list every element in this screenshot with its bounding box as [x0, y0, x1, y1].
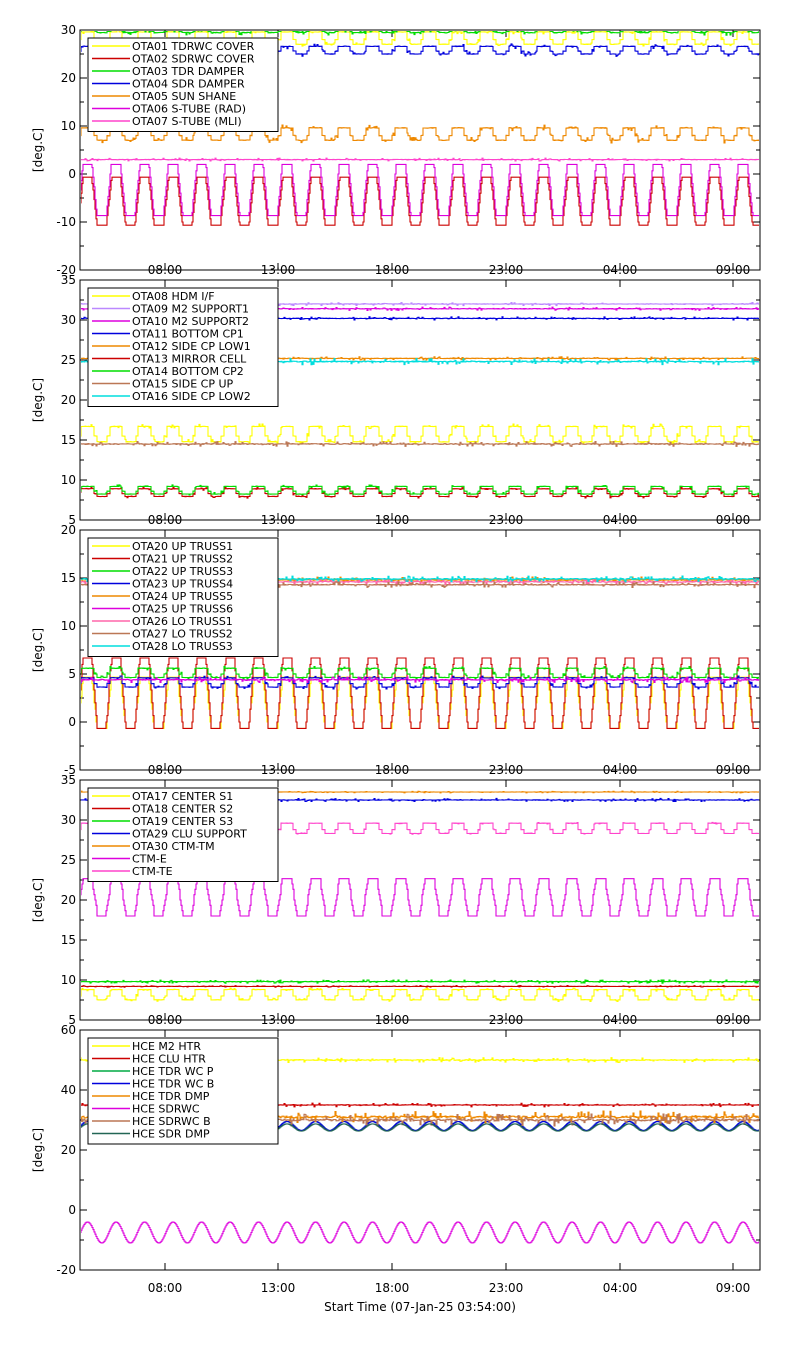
legend-label: OTA30 CTM-TM [132, 840, 215, 853]
y-tick-label: 0 [68, 1203, 76, 1217]
series-line [80, 442, 760, 447]
y-tick-label: 35 [60, 273, 76, 287]
chart-panel-4 [31, 763, 760, 1027]
x-tick-label: 23:00 [488, 1013, 524, 1027]
legend-label: HCE SDRWC [132, 1102, 200, 1116]
x-tick-label: 04:00 [602, 1281, 638, 1295]
y-axis-title: [deg.C] [31, 877, 45, 923]
x-tick-label: 09:00 [715, 1013, 751, 1027]
y-tick-label: 20 [60, 893, 76, 907]
x-tick-label: 08:00 [147, 1013, 183, 1027]
y-axis-title: [deg.C] [31, 127, 45, 173]
chart-panel-5 [31, 1013, 760, 1277]
series-line [80, 177, 760, 225]
y-axis-title: [deg.C] [31, 377, 45, 423]
legend-label: OTA03 TDR DAMPER [132, 65, 245, 78]
legend-label: HCE SDRWC B [132, 1115, 211, 1128]
legend-label: OTA15 SIDE CP UP [132, 377, 234, 391]
y-tick-label: 5 [68, 513, 76, 527]
y-tick-label: 10 [60, 119, 76, 133]
legend [88, 1038, 278, 1144]
y-tick-label: 0 [68, 167, 76, 181]
series-line [80, 1222, 760, 1243]
x-tick-label: 23:00 [488, 513, 524, 527]
y-tick-label: 10 [60, 473, 76, 487]
legend-label: CTM-TE [132, 865, 173, 878]
series-line [80, 424, 760, 444]
legend [88, 538, 278, 657]
x-tick-label: 13:00 [260, 263, 296, 277]
x-tick-label: 04:00 [602, 513, 638, 527]
x-tick-label: 08:00 [147, 263, 183, 277]
y-tick-label: -10 [56, 215, 76, 229]
y-tick-label: -5 [64, 763, 76, 777]
x-tick-label: 04:00 [602, 263, 638, 277]
series-line [80, 27, 760, 36]
legend-label: HCE M2 HTR [132, 1040, 202, 1053]
x-tick-label: 08:00 [147, 1281, 183, 1295]
legend-label: OTA20 UP TRUSS1 [132, 540, 234, 553]
y-tick-label: 20 [60, 393, 76, 407]
y-tick-label: -20 [56, 1263, 76, 1277]
legend-label: OTA23 UP TRUSS4 [132, 577, 234, 591]
legend [88, 788, 278, 882]
x-tick-label: 18:00 [374, 513, 410, 527]
legend-label: OTA26 LO TRUSS1 [132, 615, 233, 628]
y-tick-label: 5 [68, 1013, 76, 1027]
legend-label: OTA10 M2 SUPPORT2 [132, 315, 250, 328]
legend-label: OTA05 SUN SHANE [132, 90, 237, 103]
x-tick-label: 18:00 [374, 1013, 410, 1027]
x-tick-label: 09:00 [715, 513, 751, 527]
y-tick-label: 10 [60, 619, 76, 633]
panels-group [31, 23, 760, 1295]
series-line [80, 158, 760, 161]
y-tick-label: 20 [60, 1143, 76, 1157]
series-line [80, 879, 760, 916]
x-tick-label: 18:00 [374, 263, 410, 277]
y-tick-label: 30 [60, 23, 76, 37]
x-tick-label: 09:00 [715, 1281, 751, 1295]
y-tick-label: 10 [60, 973, 76, 987]
series-line [80, 986, 760, 988]
legend-label: OTA25 UP TRUSS6 [132, 602, 234, 616]
legend-label: HCE TDR WC B [132, 1077, 215, 1091]
legend-label: HCE TDR DMP [132, 1090, 210, 1103]
chart-panel-3 [31, 513, 760, 777]
x-tick-label: 13:00 [260, 513, 296, 527]
y-tick-label: 15 [60, 571, 76, 585]
legend-label: OTA16 SIDE CP LOW2 [132, 390, 251, 403]
y-axis-title: [deg.C] [31, 627, 45, 673]
legend-label: OTA17 CENTER S1 [132, 790, 234, 803]
legend-label: OTA04 SDR DAMPER [132, 77, 245, 91]
y-tick-label: 30 [60, 813, 76, 827]
chart-panel-2 [31, 263, 760, 527]
legend-label: OTA02 SDRWC COVER [132, 52, 255, 66]
x-tick-label: 13:00 [260, 1281, 296, 1295]
x-axis-title: Start Time (07-Jan-25 03:54:00) [324, 1300, 516, 1314]
x-tick-label: 23:00 [488, 763, 524, 777]
legend-label: OTA12 SIDE CP LOW1 [132, 340, 251, 353]
y-tick-label: 0 [68, 715, 76, 729]
x-tick-label: 09:00 [715, 263, 751, 277]
legend-label: OTA01 TDRWC COVER [132, 40, 255, 53]
x-tick-label: 18:00 [374, 1281, 410, 1295]
x-tick-label: 18:00 [374, 763, 410, 777]
legend [88, 38, 278, 132]
y-axis-title: [deg.C] [31, 1127, 45, 1173]
x-tick-label: 23:00 [488, 263, 524, 277]
x-tick-label: 08:00 [147, 513, 183, 527]
legend-label: OTA09 M2 SUPPORT1 [132, 302, 250, 316]
y-tick-label: 15 [60, 433, 76, 447]
x-tick-label: 04:00 [602, 763, 638, 777]
y-tick-label: 60 [60, 1023, 76, 1037]
series-line [80, 164, 760, 215]
legend-label: HCE TDR WC P [132, 1065, 214, 1078]
y-tick-label: 25 [60, 353, 76, 367]
legend-label: CTM-E [132, 852, 167, 866]
legend-label: OTA07 S-TUBE (MLI) [132, 115, 242, 128]
legend-label: OTA27 LO TRUSS2 [132, 627, 233, 641]
x-tick-label: 23:00 [488, 1281, 524, 1295]
legend-label: OTA14 BOTTOM CP2 [132, 365, 244, 378]
y-tick-label: 30 [60, 313, 76, 327]
legend-label: OTA11 BOTTOM CP1 [132, 327, 244, 341]
legend-label: OTA19 CENTER S3 [132, 815, 234, 828]
x-tick-label: 08:00 [147, 763, 183, 777]
x-tick-label: 13:00 [260, 763, 296, 777]
x-tick-label: 13:00 [260, 1013, 296, 1027]
y-tick-label: 20 [60, 523, 76, 537]
series-line [80, 988, 760, 1001]
x-tick-label: 09:00 [715, 763, 751, 777]
legend-label: HCE SDR DMP [132, 1127, 210, 1141]
legend-label: OTA29 CLU SUPPORT [132, 827, 247, 841]
y-tick-label: 25 [60, 853, 76, 867]
series-line [80, 980, 760, 983]
legend-label: OTA18 CENTER S2 [132, 802, 234, 816]
legend-label: OTA08 HDM I/F [132, 290, 215, 303]
legend-label: OTA28 LO TRUSS3 [132, 640, 233, 653]
legend-label: OTA06 S-TUBE (RAD) [132, 102, 247, 116]
y-tick-label: 35 [60, 773, 76, 787]
x-tick-label: 04:00 [602, 1013, 638, 1027]
y-tick-label: 15 [60, 933, 76, 947]
legend-label: HCE CLU HTR [132, 1052, 206, 1066]
y-tick-label: 20 [60, 71, 76, 85]
series-line [80, 485, 760, 495]
bottom-x-labels [148, 1281, 751, 1295]
legend [88, 288, 278, 407]
y-tick-label: 40 [60, 1083, 76, 1097]
legend-label: OTA24 UP TRUSS5 [132, 590, 234, 603]
y-tick-label: -20 [56, 263, 76, 277]
legend-label: OTA22 UP TRUSS3 [132, 565, 234, 578]
legend-label: OTA21 UP TRUSS2 [132, 552, 234, 566]
y-tick-label: 5 [68, 667, 76, 681]
legend-label: OTA13 MIRROR CELL [132, 352, 247, 366]
chart-panel-1 [31, 23, 760, 277]
